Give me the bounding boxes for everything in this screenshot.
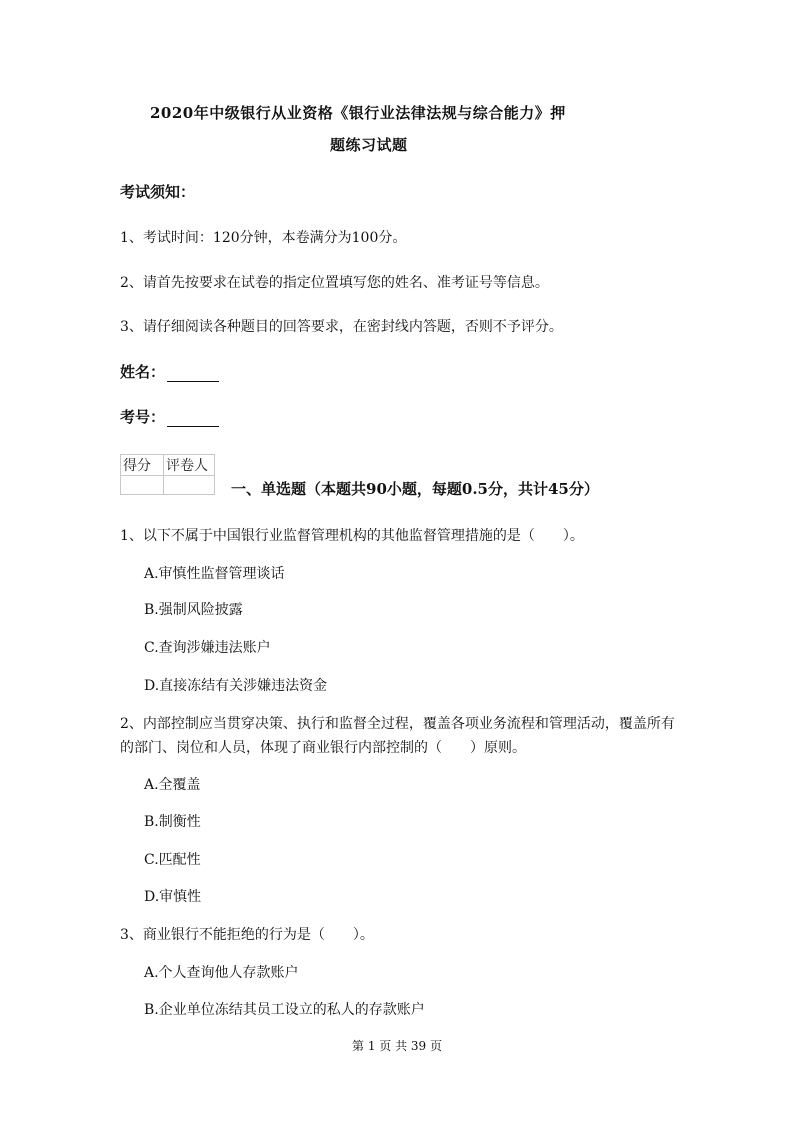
section-heading: 一、单选题（本题共90小题，每题0.5分，共计45分） <box>231 480 599 498</box>
document-title-line1: 2020年中级银行从业资格《银行业法律法规与综合能力》押 <box>150 104 566 122</box>
question-1-option-d: D.直接冻结有关涉嫌违法资金 <box>144 678 328 694</box>
score-table-header-row <box>121 455 215 476</box>
question-1-option-b: B.强制风险披露 <box>144 602 243 618</box>
question-3-option-a: A.个人查询他人存款账户 <box>144 965 299 981</box>
question-2-option-c: C.匹配性 <box>144 852 201 868</box>
question-1-option-a: A.审慎性监督管理谈话 <box>144 566 285 582</box>
question-2-stem-line2: 的部门、岗位和人员，体现了商业银行内部控制的（ ）原则。 <box>120 740 526 756</box>
grader-header: 评卷人 <box>164 455 215 476</box>
page-number: 第 1 页 共 39 页 <box>352 1039 442 1053</box>
question-3-stem: 3、商业银行不能拒绝的行为是（ ）。 <box>120 927 374 943</box>
name-label: 姓名： <box>120 363 166 381</box>
score-cell <box>121 476 164 495</box>
question-1-stem: 1、以下不属于中国银行业监督管理机构的其他监督管理措施的是（ ）。 <box>120 528 584 544</box>
notice-item-2: 2、请首先按要求在试卷的指定位置填写您的姓名、准考证号等信息。 <box>120 275 549 291</box>
exam-id-field <box>120 406 219 427</box>
question-1-option-c: C.查询涉嫌违法账户 <box>144 640 271 656</box>
question-2-stem-line1: 2、内部控制应当贯穿决策、执行和监督全过程，覆盖各项业务流程和管理活动，覆盖所有 <box>120 716 675 732</box>
score-table-blank-row <box>121 476 215 495</box>
question-2-option-b: B.制衡性 <box>144 814 201 830</box>
question-2-option-a: A.全覆盖 <box>144 777 201 793</box>
question-2-option-d: D.审慎性 <box>144 889 202 905</box>
document-title-line2: 题练习试题 <box>330 136 408 154</box>
name-field <box>120 361 219 382</box>
notice-item-3: 3、请仔细阅读各种题目的回答要求，在密封线内答题，否则不予评分。 <box>120 319 563 335</box>
name-blank-line <box>167 367 219 382</box>
exam-id-label: 考号： <box>120 408 166 426</box>
grader-cell <box>164 476 215 495</box>
score-header: 得分 <box>121 455 164 476</box>
notice-item-1: 1、考试时间：120分钟，本卷满分为100分。 <box>120 230 407 246</box>
score-table <box>120 454 215 495</box>
exam-id-blank-line <box>167 412 219 427</box>
question-3-option-b: B.企业单位冻结其员工设立的私人的存款账户 <box>144 1002 425 1018</box>
notice-heading: 考试须知： <box>120 183 196 201</box>
